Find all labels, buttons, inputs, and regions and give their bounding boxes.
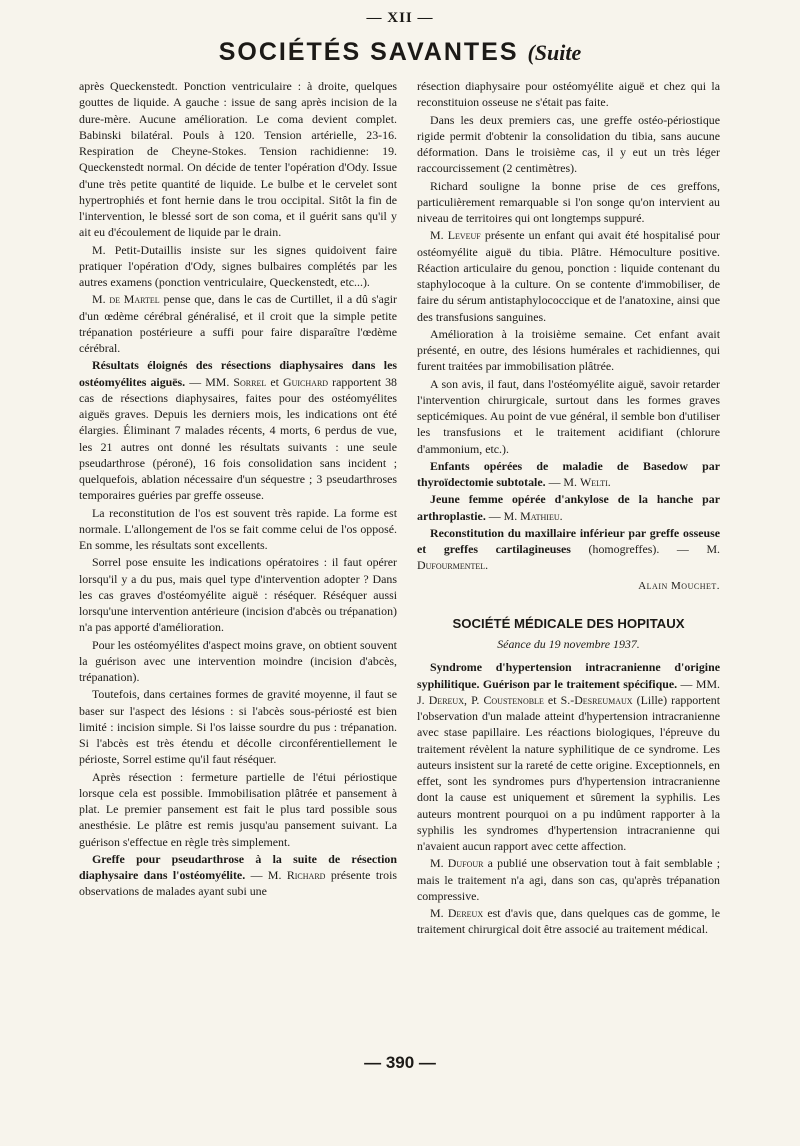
paragraph: Sorrel pose ensuite les indications opératoires : il faut opérer lorsqu'il y a du pus, mais quel type d'intervention adopter ? Dans les cas graves d'ostéomyélite aiguë : réséquer. Réséquer aussi lorsqu'une intervention antérieure (incision d'abcès ou trépanation) n'a pas apporté d'amélioration. [79,555,397,635]
text-run: M. [430,856,448,871]
signature: Alain Mouchet. [638,579,720,592]
communication-title: Reconstitution du maxillaire inférieur par greffe osseuse et greffes cartilagineuses [417,525,720,556]
communication-title: Jeune femme opérée d'ankylose de la hanche par arthroplastie. [417,492,720,523]
author-name: Mathieu [520,508,560,523]
author-name: Dereux [447,906,484,920]
running-title-text: SOCIÉTÉS SAVANTES [218,38,519,66]
author-name: Sorrel [233,374,267,389]
paragraph: A son avis, il faut, dans l'ostéomyélite aiguë, savoir retarder l'intervention chirurgicale, surtout dans les formes graves septicémiques. Au point de vue général, il semble bon d'utiliser les transfusions et le traitement acidifiant (chlorure d'ammonium, etc.). [417,376,720,456]
text-run: rapportent 38 cas de résections diaphysaires, faites pour des ostéomyélites aiguës graves. Depuis les derniers mois, les indications ont été élargies. Éliminant 7 malades récents, 4 morts, 6 perdus de vue, les 21 autres ont donné les résultats suivants : une seule pseudarthrose (péroné), 16 fois consolidation sans incident ; quelquefois, ablation nécessaire d'un séquestre ; 3 pseudarthroses temporaires guéries par greffe osseuse. [79,374,398,503]
paragraph: Amélioration à la troisième semaine. Cet enfant avait présenté, en outre, des lésions humérales et rachidiennes, qui furent traitées par immobilisation plâtrée. [417,326,720,374]
text-run: . [559,508,563,523]
paragraph: Pour les ostéomyélites d'aspect moins grave, on obtient souvent la guérison avec une intervention moindre (incision d'abcès, trépanation). [79,637,397,684]
paragraph [417,905,720,938]
text-run: présente trois observations de malades ayant subi une [79,868,397,899]
running-title-suite: (Suite [527,40,582,65]
text-run: M. [430,228,448,243]
paragraph [417,491,720,524]
communication-title: Résultats éloignés des résections diaphysaires dans les ostéomyélites aiguës. [79,358,397,389]
text-run: (Lille) rapportent l'observation d'un malade atteint d'hypertension intracranienne avec stase papillaire. Les réactions biologiques, l'épreuve du traitement révèlent la nature syphilitique de ce syndrome. Les auteurs insistent sur la rareté de cette origine. Exceptionnels, en effet, sont les syndromes purs d'hypertension intracranienne dont la cause est uniquement et sûrement la syphilis. Les auteurs montrent pourquoi on a pu indûment rapporter à la syphilis les syndromes d'hypertension intracranienne qui n'avaient aucun rapport avec cette affection. [417,692,721,853]
paragraph: après Queckenstedt. Ponction ventriculaire : à droite, quelques gouttes de liquide. A gauche : issue de sang après incision de la dure-mère. Aucune amélioration. Le coma devient complet. Babinski bilatéral. Pouls à 120. Tension artérielle, 23-16. Respiration de Cheyne-Stokes. Tension rachidienne: 19. Queckenstedt normal. On décide de tenter l'opération d'Ody. Issue d'une très petite quantité de liquide. Le bulbe et le cervelet sont hypertrophiés et font hernie dans le trou occipital. Sitôt la fin de l'intervention, le blessé sort de son coma, et il guérit sans qu'il y ait eu d'écoulement de liquide par le drain. [79,79,397,240]
text-run: M. [430,906,448,920]
paragraph: La reconstitution de l'os est souvent très rapide. La forme est normale. L'allongement de l'os se fait comme celui de l'os opposé. En somme, les résultats sont excellents. [79,505,397,552]
paragraph [417,525,720,574]
paragraph: Richard souligne la bonne prise de ces greffons, particulièrement remarquable si l'on songe qu'on intervient au niveau de territoires qui ont longtemps suppuré. [417,178,720,225]
text-run: . [607,475,611,489]
communication-title: Greffe pour pseudarthrose à la suite de résection diaphysaire dans l'ostéomyélite. [79,851,397,882]
paragraph: Toutefois, dans certaines formes de gravité moyenne, il faut se baser sur l'aspect des lésions : si l'abcès sous-périosté est bien limité : incision simple. Si l'os laisse sourdre du pus : trépanation. Si l'abcès est très étendu et décolle circonférentiellement le périoste, Sorrel estime qu'il faut réséquer. [79,687,397,767]
page-roman-numeral: — XII — [366,10,434,26]
paragraph: résection diaphysaire pour ostéomyélite aiguë et chez qui la reconstituion osseuse ne s'était pas faite. [417,79,720,110]
paragraph [79,291,397,356]
author-name: Richard [286,868,326,882]
paragraph [417,458,720,491]
paragraph [417,227,720,325]
author-name: Coustenoble [483,692,544,707]
text-run: — M. [245,868,287,882]
text-run: . [485,558,489,573]
text-run: — MM. [185,374,234,389]
author-name: Desreumaux [574,692,633,707]
author-name: Welti [579,475,608,489]
author-name: Dereux [428,692,464,707]
text-run: , P. [463,692,484,707]
text-run: est d'avis que, dans quelques cas de gomme, le traitement chirurgical doit être associé au traitement médical. [417,906,720,937]
text-run: — M. [545,475,580,489]
author-name: Dufourmentel [417,558,486,573]
text-run: et S.- [543,692,575,707]
page-number: — 390 — [364,1053,436,1072]
session-date: Séance du 19 novembre 1937. [497,637,640,651]
paragraph: Dans les deux premiers cas, une greffe ostéo-périostique rigide permit d'obtenir la consolidation du tibia, sans aucune déformation. Dans le troisième cas, il y eut un très léger raccourcissement (2 centimètres). [417,112,720,176]
author-name: de Martel [109,292,160,307]
running-title [0,38,800,67]
text-run: et [266,374,284,389]
text-run: M. [92,292,110,307]
text-run: a publié une observation tout à fait semblable ; mais le traitement n'a agi, dans son cas, qu'après trépanation compressive. [417,856,720,903]
right-column [417,78,720,938]
section-heading: SOCIÉTÉ MÉDICALE DES HOPITAUX [452,615,685,631]
communication-title: Enfants opérées de maladie de Basedow par thyroïdectomie subtotale. [417,458,720,489]
text-run: pense que, dans le cas de Curtillet, il a dû s'agir d'un œdème cérébral généralisé, et il croit que la simple petite trépanation postérieure a suffi pour faire disparaître l'œdème cérébral. [79,292,397,355]
paragraph [417,855,720,904]
paragraph [79,851,397,900]
left-column [79,78,397,900]
text-run: — MM. J. [417,676,720,707]
paragraph [417,659,720,854]
text-run: présente un enfant qui avait été hospitalisé pour ostéomyélite aiguë du tibia. Plâtre. Hémoculture positive. Réaction articulaire du genou, ponction : liquide contenant du staphylocoque à la culture. On se contente d'immobiliser, de faire du sérum antistaphylococcique et de l'anatoxine, ainsi que des transfusions sanguines. [417,228,720,324]
author-name: Guichard [283,374,329,389]
paragraph: M. Petit-Dutaillis insiste sur les signes quidoivent faire pratiquer l'opération d'Ody, signes bulbaires complétés par les autres examens (ponction ventriculaire, Queckenstedt, etc...). [79,242,397,289]
author-name: Dufour [447,856,484,871]
author-name: Leveuf [447,228,481,243]
paragraph: Après résection : fermeture partielle de l'étui périostique lorsque cela est possible. Immobilisation plâtrée et pansement à plat. Le premier pansement est fait le plus tard possible sous anesthésie. Le plâtre est remis jusqu'au pansement suivant. La guérison s'effectue en règle très simplement. [79,769,397,849]
communication-title: Syndrome d'hypertension intracranienne d'origine syphilitique. Guérison par le traitement spécifique. [417,660,720,691]
text-run: — M. [485,508,521,523]
paragraph [79,357,397,503]
text-run: (homogreffes). — M. [570,542,720,556]
